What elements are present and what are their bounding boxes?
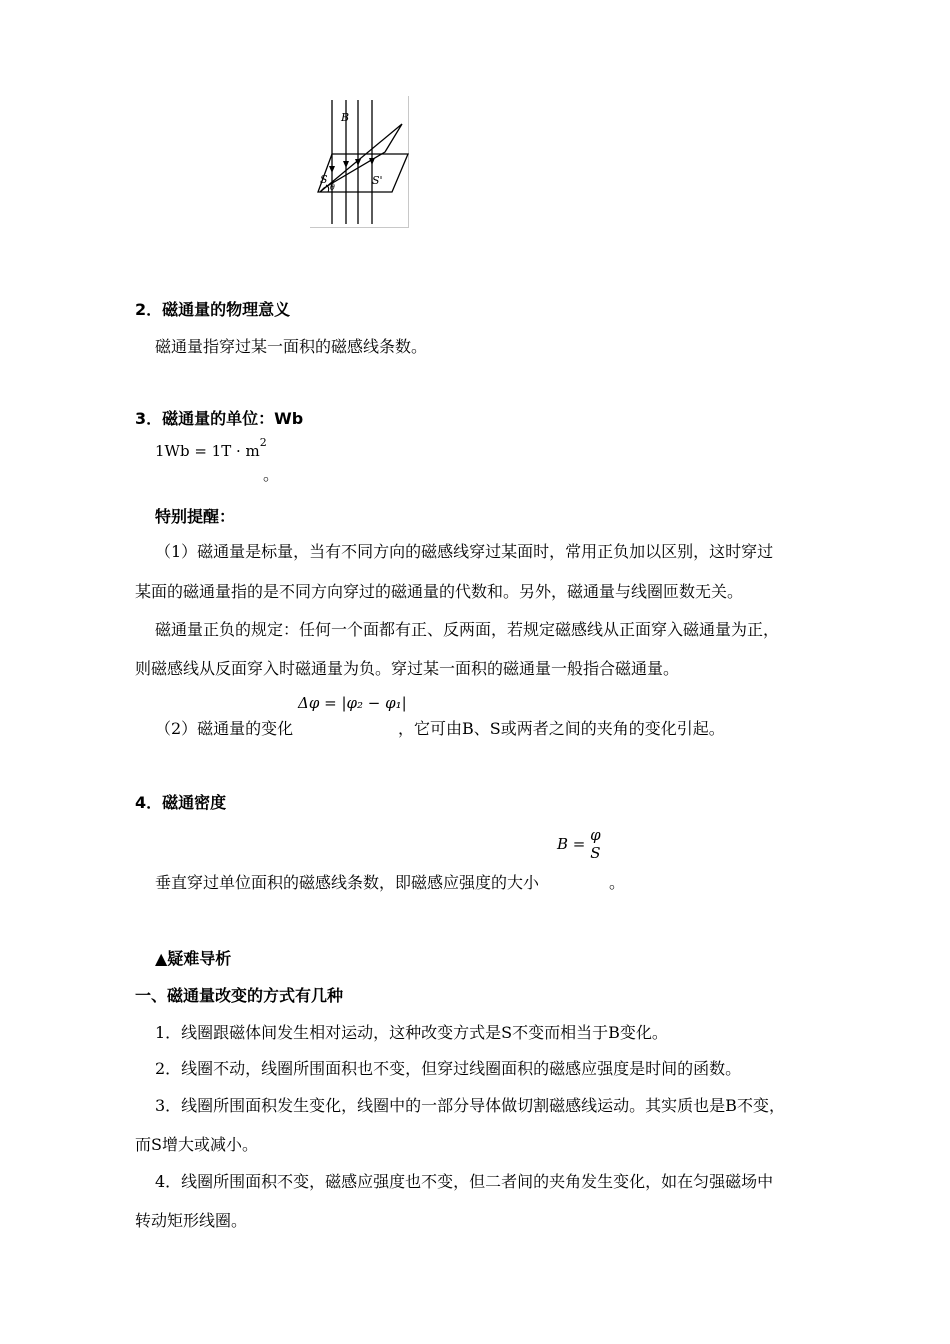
- section-2-heading: 2．磁通量的物理意义: [135, 300, 291, 319]
- section-3-heading: 3．磁通量的单位：Wb: [135, 409, 304, 428]
- reminder-p1-line1: （1）磁通量是标量，当有不同方向的磁感线穿过某面时，常用正负加以区别，这时穿过: [155, 542, 774, 561]
- reminder-p1-line2: 某面的磁通量指的是不同方向穿过的磁通量的代数和。另外，磁通量与线圈匝数无关。: [135, 582, 744, 601]
- analysis-item-2: 2．线圈不动，线圈所围面积也不变，但穿过线圈面积的磁感应强度是时间的函数。: [155, 1059, 742, 1078]
- formula-lhs: B =: [557, 835, 586, 853]
- unit-formula-period: 。: [263, 465, 280, 484]
- flux-density-formula: [557, 826, 601, 862]
- section-2-body: 磁通量指穿过某一面积的磁感线条数。: [155, 337, 428, 356]
- formula-denominator: S: [590, 844, 601, 862]
- reminder-title: 特别提醒：: [155, 507, 236, 526]
- reminder-p2-line1: 磁通量正负的规定：任何一个面都有正、反两面，若规定磁感线从正面穿入磁通量为正，: [155, 620, 780, 639]
- flux-figure: [308, 94, 412, 230]
- unit-formula-base: 1Wb = 1T · m: [155, 442, 260, 460]
- label-theta: θ: [330, 183, 335, 192]
- analysis-item-3-line2: 而S增大或减小。: [135, 1135, 258, 1154]
- analysis-title: ▲疑难导析: [155, 949, 232, 968]
- analysis-heading: 一、磁通量改变的方式有几种: [135, 986, 344, 1005]
- section-4-heading: 4．磁通密度: [135, 793, 227, 812]
- analysis-item-4-line1: 4．线圈所围面积不变，磁感应强度也不变，但二者间的夹角发生变化，如在匀强磁场中: [155, 1172, 774, 1191]
- analysis-item-3-line1: 3．线圈所围面积发生变化，线圈中的一部分导体做切割磁感线运动。其实质也是B不变，: [155, 1096, 785, 1115]
- unit-formula: [155, 436, 267, 460]
- formula-numerator: φ: [590, 826, 601, 844]
- label-s-prime: S': [372, 174, 383, 187]
- analysis-item-4-line2: 转动矩形线圈。: [135, 1211, 248, 1230]
- reminder-p2-line2: 则磁感线从反面穿入时磁通量为负。穿过某一面积的磁通量一般指合磁通量。: [135, 659, 680, 678]
- analysis-item-1: 1．线圈跟磁体间发生相对运动，这种改变方式是S不变而相当于B变化。: [155, 1023, 668, 1042]
- flux-change-formula: Δφ = |φ₂ − φ₁|: [298, 694, 407, 712]
- reminder-p3-after: ，它可由B、S或两者之间的夹角的变化引起。: [398, 719, 725, 738]
- reminder-p3-before: （2）磁通量的变化: [155, 719, 294, 738]
- formula-fraction: [590, 826, 601, 862]
- label-s: S: [320, 173, 328, 186]
- section-4-body: 垂直穿过单位面积的磁感线条数，即磁感应强度的大小: [155, 873, 540, 892]
- section-4-period: 。: [609, 873, 626, 892]
- label-b: B: [341, 111, 350, 124]
- unit-formula-exponent: 2: [259, 436, 267, 449]
